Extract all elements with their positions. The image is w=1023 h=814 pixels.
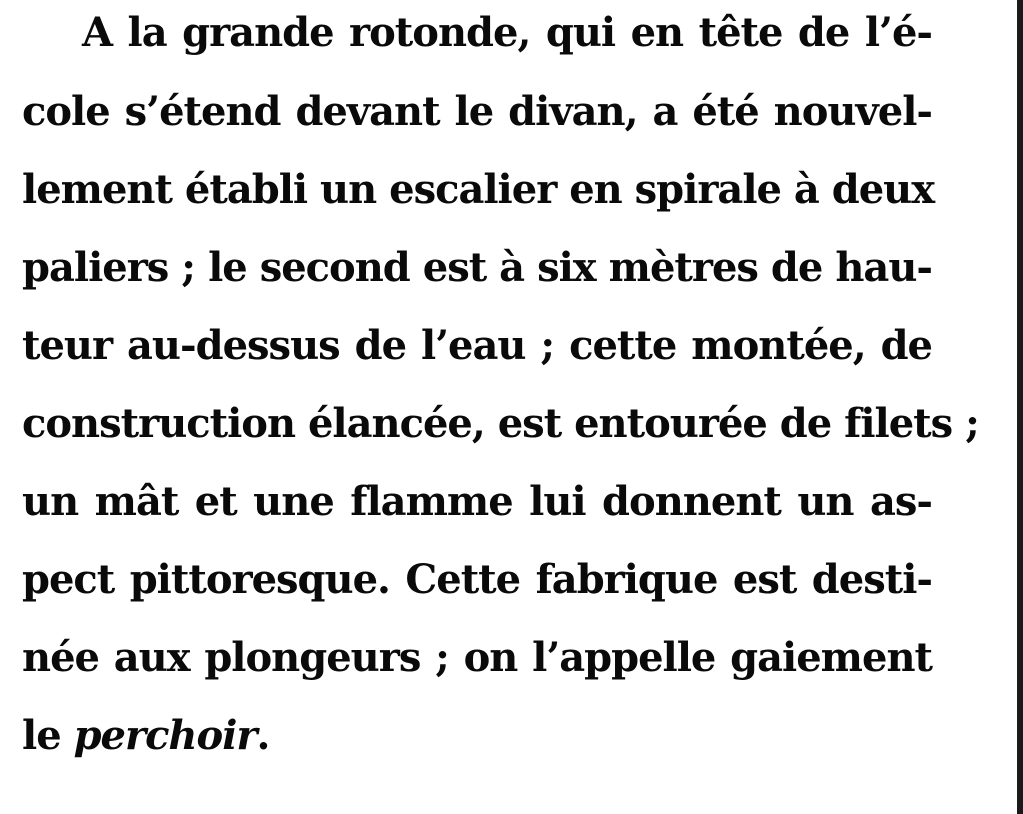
text-line-1: A la grande rotonde, qui en tête de l’é- bbox=[82, 9, 932, 56]
text-line-4: paliers ; le second est à six mètres de hau- bbox=[22, 244, 932, 291]
text-line-7: un mât et une flamme lui donnent un as- bbox=[22, 478, 932, 525]
scan-edge-shadow bbox=[1017, 0, 1023, 814]
last-line-prefix: le bbox=[22, 712, 74, 759]
margin-speck bbox=[0, 676, 6, 692]
text-line-8: pect pittoresque. Cette fabrique est desti- bbox=[22, 556, 932, 603]
text-line-3: lement établi un escalier en spirale à deux bbox=[22, 166, 935, 213]
text-line-10 bbox=[22, 712, 270, 759]
emphasized-word: perchoir bbox=[73, 712, 257, 759]
text-line-9: née aux plongeurs ; on l’appelle gaiement bbox=[22, 634, 932, 681]
last-line-suffix: . bbox=[256, 712, 270, 759]
text-line-5: teur au-dessus de l’eau ; cette montée, de bbox=[22, 322, 932, 369]
text-line-6: construction élancée, est entourée de filets ; bbox=[22, 400, 979, 447]
text-line-2: cole s’étend devant le divan, a été nouvel- bbox=[22, 88, 932, 135]
